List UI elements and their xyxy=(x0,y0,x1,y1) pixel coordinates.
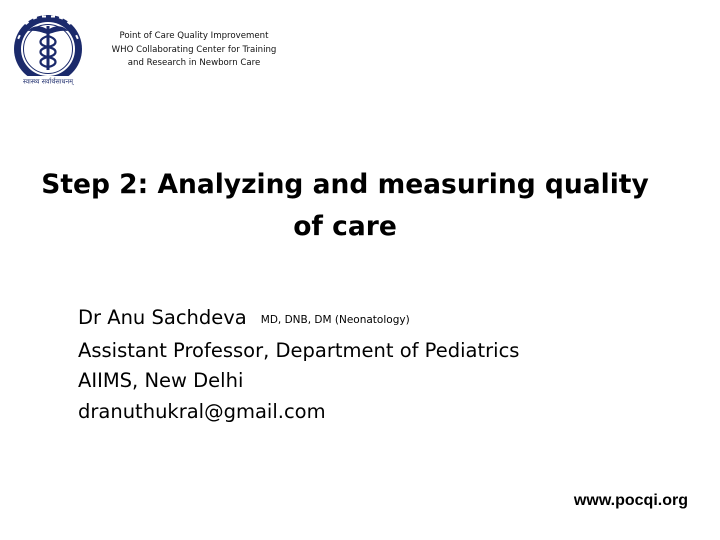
author-institution: AIIMS, New Delhi xyxy=(78,369,244,392)
aiims-emblem-graphic xyxy=(8,12,88,86)
author-email: dranuthukral@gmail.com xyxy=(78,399,326,423)
header-line-1: Point of Care Quality Improvement xyxy=(119,31,269,41)
aiims-emblem-icon xyxy=(8,12,88,86)
author-block xyxy=(78,303,519,427)
header-line-2: WHO Collaborating Center for Training xyxy=(111,44,277,55)
header-text xyxy=(96,30,292,71)
author-name-line xyxy=(78,303,519,336)
logo-caption: स्वास्थ्य सर्वार्थसाधनम् xyxy=(23,77,73,86)
slide-title xyxy=(20,164,670,248)
author-degrees: MD, DNB, DM (Neonatology) xyxy=(260,314,410,326)
title-line-2: of care xyxy=(293,211,397,242)
website-link[interactable]: www.pocqi.org xyxy=(573,492,688,509)
author-position: Assistant Professor, Department of Pediatrics xyxy=(78,338,520,362)
title-line-1: Step 2: Analyzing and measuring quality xyxy=(41,169,649,200)
header-line-3: and Research in Newborn Care xyxy=(127,58,261,69)
author-name: Dr Anu Sachdeva xyxy=(78,306,247,329)
